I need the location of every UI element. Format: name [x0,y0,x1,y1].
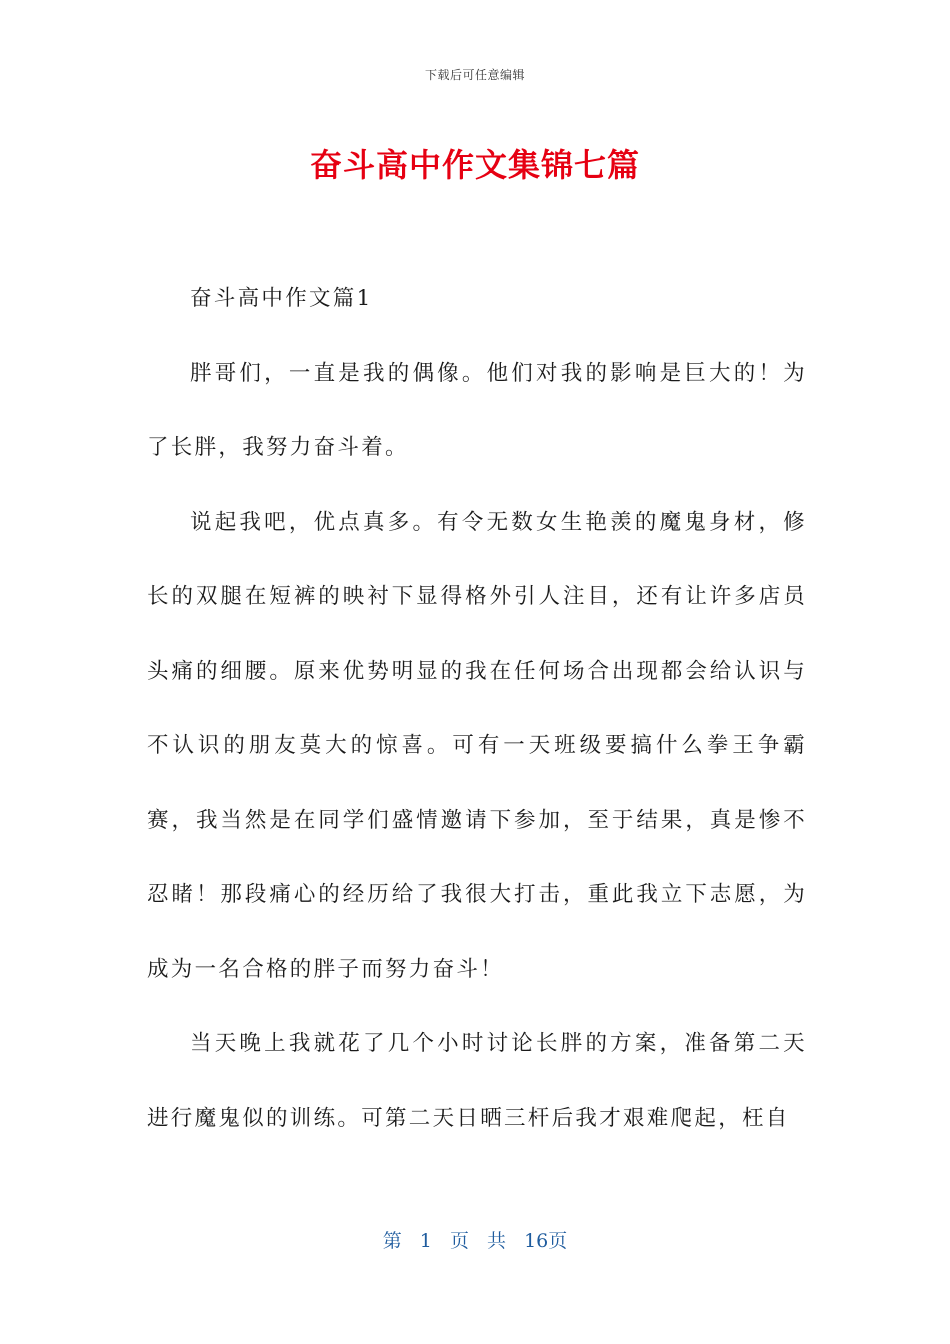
document-title: 奋斗高中作文集锦七篇 [309,146,640,184]
total-pages: 16页 [524,1230,568,1252]
paragraph: 胖哥们，一直是我的偶像。他们对我的影响是巨大的！为了长胖，我努力奋斗着。 [147,360,807,460]
current-page-number: 1 [419,1230,432,1252]
page-footer [0,1226,950,1253]
paragraph: 当天晚上我就花了几个小时讨论长胖的方案，准备第二天进行魔鬼似的训练。可第二天日晒三杆后我才艰难爬起，枉自 [147,1031,807,1131]
section-heading: 奋斗高中作文篇1 [190,286,373,311]
header-note: 下载后可任意编辑 [424,68,525,82]
footer-prefix: 第 [382,1230,402,1252]
footer-page-word: 页 [449,1230,469,1252]
document-body [147,262,807,1156]
footer-total-word: 共 [487,1230,507,1252]
paragraph: 说起我吧，优点真多。有令无数女生艳羡的魔鬼身材，修长的双腿在短裤的映衬下显得格外引人注目，还有让许多店员头痛的细腰。原来优势明显的我在任何场合出现都会给认识与不认识的朋友莫大的惊喜。可有一天班级要搞什么拳王争霸赛，我当然是在同学们盛情邀请下参加，至于结果，真是惨不忍睹！那段痛心的经历给了我很大打击，重此我立下志愿，为成为一名合格的胖子而努力奋斗！ [147,509,807,982]
